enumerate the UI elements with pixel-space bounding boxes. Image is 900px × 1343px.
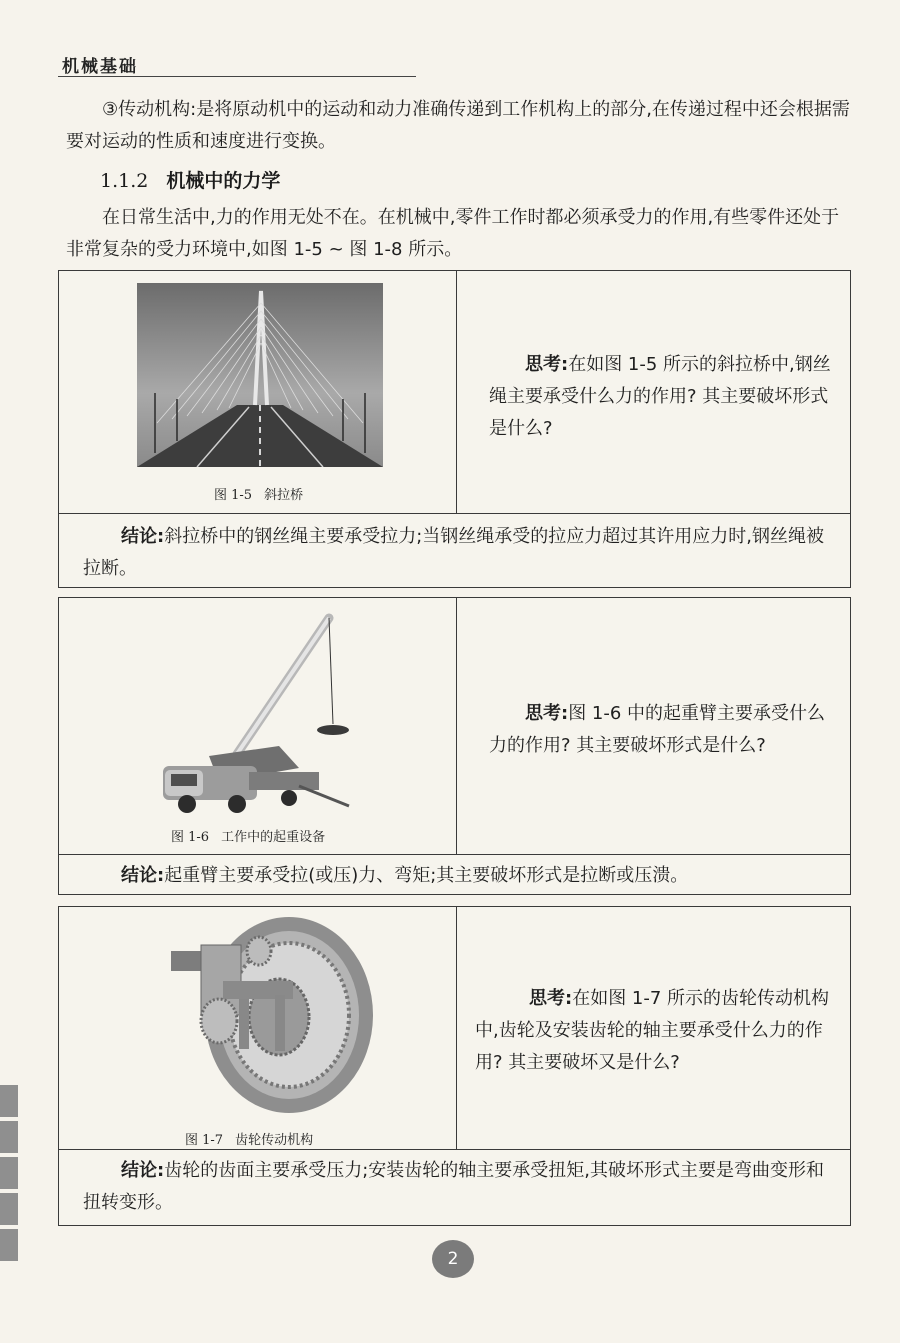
side-tab-stripes: [0, 1085, 18, 1265]
gear-image: [159, 911, 379, 1125]
figure-number: 图 1-5: [214, 488, 253, 503]
box-column-divider: [456, 598, 457, 854]
think-question: [489, 698, 839, 762]
conclusion-text: 斜拉桥中的钢丝绳主要承受拉力;当钢丝绳承受的拉应力超过其许用应力时,钢丝绳被拉断。: [83, 526, 824, 579]
figure-title: 齿轮传动机构: [235, 1133, 314, 1148]
figure-caption: [214, 484, 303, 503]
figure-box-gear: [58, 906, 851, 1226]
figure-box-bridge: [58, 270, 851, 588]
think-label: 思考:: [529, 988, 573, 1009]
conclusion-label: 结论:: [121, 526, 165, 547]
box-row-divider: [59, 513, 850, 514]
figure-caption: [185, 1129, 313, 1148]
section-paragraph: 在日常生活中,力的作用无处不在。在机械中,零件工作时都必须承受力的作用,有些零件还处于非常复杂的受力环境中,如图 1-5 ~ 图 1-8 所示。: [66, 207, 840, 260]
figure-title: 工作中的起重设备: [221, 830, 326, 845]
think-text: 图 1-6 中的起重臂主要承受什么力的作用? 其主要破坏形式是什么?: [489, 703, 826, 756]
think-label: 思考:: [525, 354, 569, 375]
box-row-divider: [59, 1149, 850, 1150]
think-text: 在如图 1-7 所示的齿轮传动机构中,齿轮及安装齿轮的轴主要承受什么力的作用? 其主要破坏又是什么?: [475, 988, 830, 1073]
section-title: 机械中的力学: [166, 170, 281, 192]
section-heading: [100, 166, 280, 196]
figure-number: 图 1-7: [185, 1133, 224, 1148]
think-label: 思考:: [525, 703, 569, 724]
section-number: 1.1.2: [100, 170, 149, 192]
think-question: [475, 983, 839, 1079]
crane-image: [149, 606, 359, 820]
conclusion: [83, 860, 834, 892]
running-header: 机械基础: [62, 57, 138, 77]
box-row-divider: [59, 854, 850, 855]
conclusion: [83, 521, 834, 585]
conclusion: [83, 1155, 834, 1219]
think-question: [489, 349, 839, 445]
header-rule: [58, 76, 416, 77]
conclusion-text: 齿轮的齿面主要承受压力;安装齿轮的轴主要承受扭矩,其破坏形式主要是弯曲变形和扭转变形。: [83, 1160, 824, 1213]
figure-number: 图 1-6: [171, 830, 210, 845]
box-column-divider: [456, 907, 457, 1149]
conclusion-text: 起重臂主要承受拉(或压)力、弯矩;其主要破坏形式是拉断或压溃。: [164, 865, 689, 886]
conclusion-label: 结论:: [121, 865, 165, 886]
figure-title: 斜拉桥: [264, 488, 304, 503]
bridge-image: [137, 283, 383, 471]
think-text: 在如图 1-5 所示的斜拉桥中,钢丝绳主要承受什么力的作用? 其主要破坏形式是什么?: [489, 354, 831, 439]
page-number: 2: [432, 1240, 474, 1278]
transmission-paragraph: ③传动机构:是将原动机中的运动和动力准确传递到工作机构上的部分,在传递过程中还会根据需要对运动的性质和速度进行变换。: [66, 99, 850, 152]
figure-box-crane: [58, 597, 851, 895]
figure-caption: [171, 826, 325, 845]
box-column-divider: [456, 271, 457, 513]
conclusion-label: 结论:: [121, 1160, 165, 1181]
